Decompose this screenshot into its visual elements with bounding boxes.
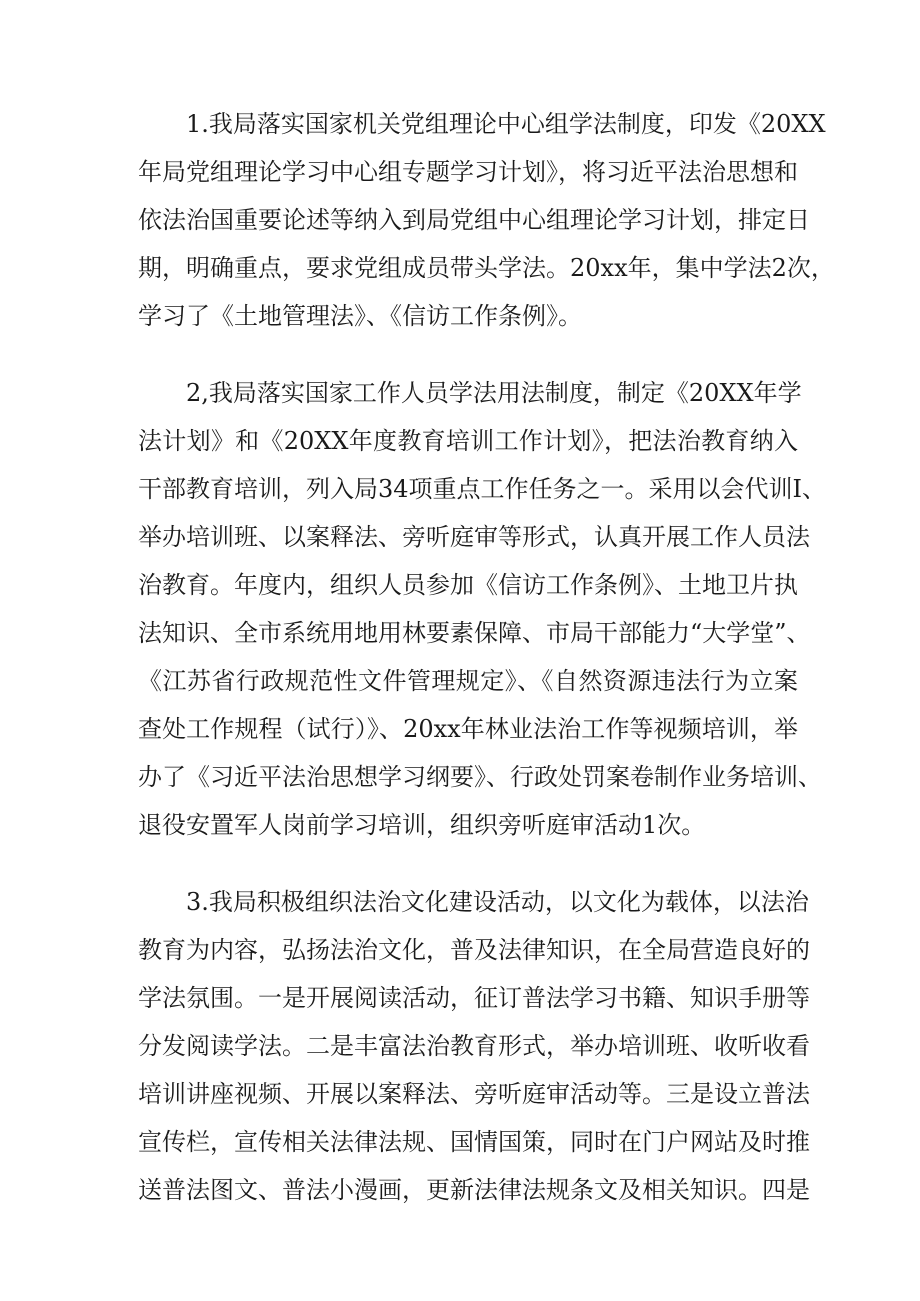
paragraph-line: 培训讲座视频、开展以案释法、旁听庭审活动等。三是设立普法 (138, 1080, 810, 1108)
paragraph-3 (138, 878, 810, 1214)
paragraph-1 (138, 100, 835, 340)
paragraph-line: 期，明确重点，要求党组成员带头学法。20xx年，集中学法2次， (138, 254, 835, 282)
paragraph-line: 年局党组理论学习中心组专题学习计划》，将习近平法治思想和 (138, 158, 798, 186)
paragraph-line: 教育为内容，弘扬法治文化，普及法律知识，在全局营造良好的 (138, 936, 810, 964)
paragraph-line: 1.我局落实国家机关党组理论中心组学法制度，印发《20XX (186, 110, 826, 138)
paragraph-line: 3.我局积极组织法治文化建设活动，以文化为载体，以法治 (186, 888, 809, 916)
paragraph-line: 举办培训班、以案释法、旁听庭审等形式，认真开展工作人员法 (138, 523, 810, 551)
paragraph-line: 依法治国重要论述等纳入到局党组中心组理论学习计划，排定日 (138, 206, 810, 234)
paragraph-2 (138, 369, 827, 849)
document-body (138, 100, 835, 1243)
paragraph-line: 法计划》和《20XX年度教育培训工作计划》，把法治教育纳入 (138, 427, 798, 455)
paragraph-line: 法知识、全市系统用地用林要素保障、市局干部能力“大学堂”、 (138, 619, 811, 647)
paragraph-line: 宣传栏，宣传相关法律法规、国情国策，同时在门户网站及时推 (138, 1128, 810, 1156)
paragraph-line: 干部教育培训，列入局34项重点工作任务之一。采用以会代训I、 (138, 475, 827, 503)
paragraph-line: 学习了《土地管理法》、《信访工作条例》。 (138, 302, 582, 330)
paragraph-line: 办了《习近平法治思想学习纲要》、行政处罚案卷制作业务培训、 (138, 763, 822, 791)
paragraph-line: 退役安置军人岗前学习培训，组织旁听庭审活动1次。 (138, 811, 706, 839)
paragraph-line: 《江苏省行政规范性文件管理规定》、《自然资源违法行为立案 (138, 667, 798, 695)
paragraph-line: 2,我局落实国家工作人员学法用法制度，制定《20XX年学 (186, 379, 802, 407)
paragraph-line: 查处工作规程（试行）》、20xx年林业法治工作等视频培训，举 (138, 715, 798, 743)
paragraph-line: 分发阅读学法。二是丰富法治教育形式，举办培训班、收听收看 (138, 1032, 810, 1060)
paragraph-line: 送普法图文、普法小漫画，更新法律法规条文及相关知识。四是 (138, 1176, 810, 1204)
paragraph-line: 治教育。年度内，组织人员参加《信访工作条例》、土地卫片执 (138, 571, 798, 599)
paragraph-line: 学法氛围。一是开展阅读活动，征订普法学习书籍、知识手册等 (138, 984, 810, 1012)
